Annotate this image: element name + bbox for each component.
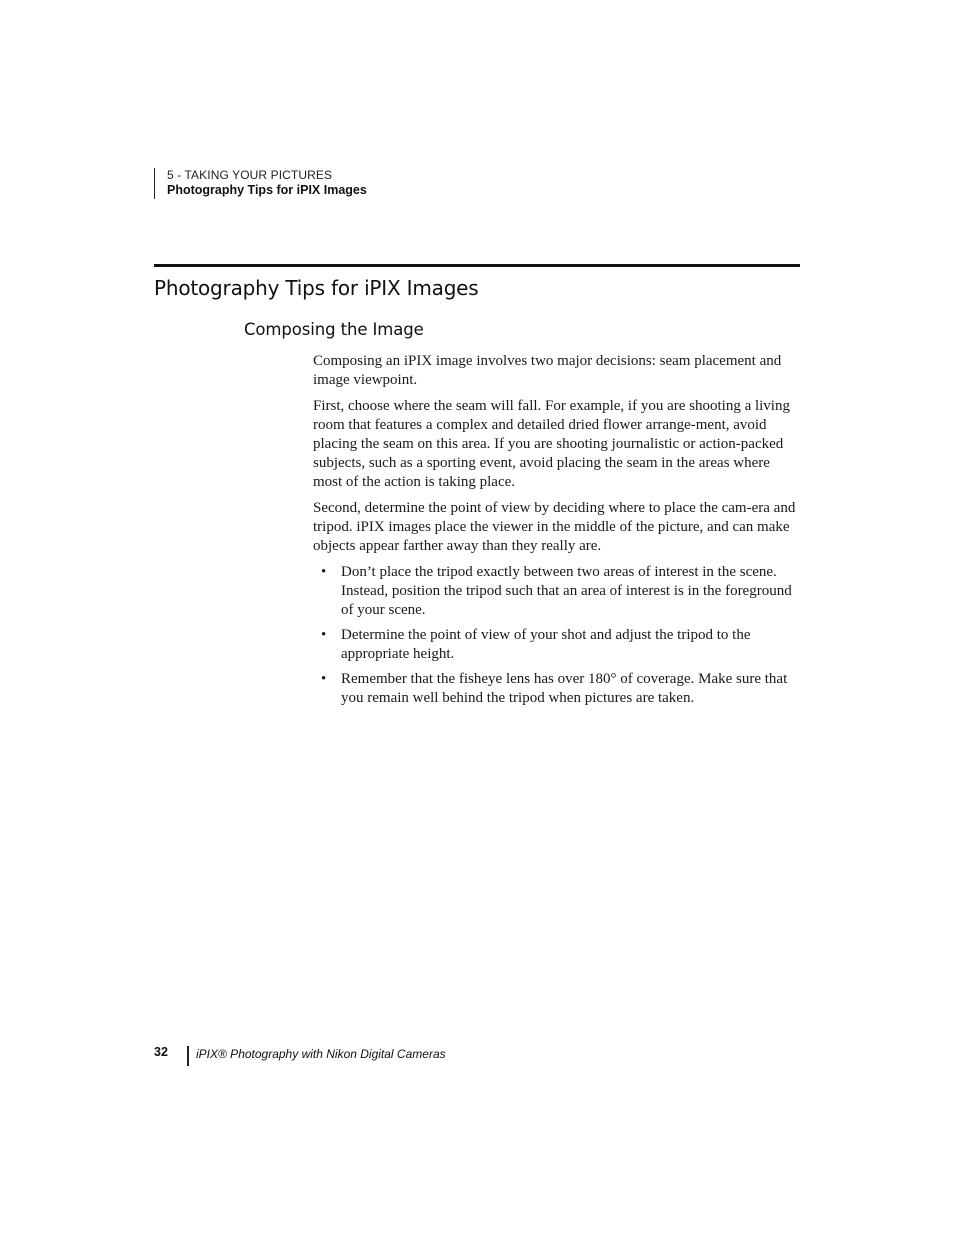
bullet-icon: •	[321, 564, 327, 580]
paragraph-3: Second, determine the point of view by deciding where to place the cam-era and tripod. iPIX images place the viewer in the middle of the picture, and can make objects appear farther away than they really are.	[313, 500, 796, 554]
subsection-title: Composing the Image	[244, 320, 424, 339]
list-item	[313, 626, 799, 664]
list-item-text: Don’t place the tripod exactly between two areas of interest in the scene. Instead, position the tripod such that an area of interest is in the foreground of your scene.	[341, 564, 792, 618]
footer-divider	[187, 1046, 189, 1066]
paragraph-1: Composing an iPIX image involves two major decisions: seam placement and image viewpoint.	[313, 353, 782, 388]
list-item-text: Remember that the fisheye lens has over 180° of coverage. Make sure that you remain well behind the tripod when pictures are taken.	[341, 671, 788, 706]
list-item	[313, 563, 799, 620]
bullet-list	[313, 563, 799, 708]
body-text	[313, 352, 799, 714]
running-head	[154, 168, 367, 199]
book-title: iPIX® Photography with Nikon Digital Cameras	[196, 1047, 446, 1061]
bullet-icon: •	[321, 671, 327, 687]
section-rule	[154, 264, 800, 267]
running-head-chapter: 5 - TAKING YOUR PICTURES	[167, 168, 333, 182]
list-item	[313, 670, 799, 708]
bullet-icon: •	[321, 627, 327, 643]
list-item-text: Determine the point of view of your shot and adjust the tripod to the appropriate height.	[341, 627, 751, 662]
running-head-section: Photography Tips for iPIX Images	[167, 183, 367, 197]
paragraph-2: First, choose where the seam will fall. For example, if you are shooting a living room that features a complex and detailed dried flower arrange-ment, avoid placing the seam on this area. If you are shooting journalistic or action-packed subjects, such as a sporting event, avoid placing the seam in the areas where most of the action is taking place.	[313, 398, 790, 490]
page-number: 32	[154, 1045, 168, 1059]
page-title: Photography Tips for iPIX Images	[154, 276, 479, 300]
